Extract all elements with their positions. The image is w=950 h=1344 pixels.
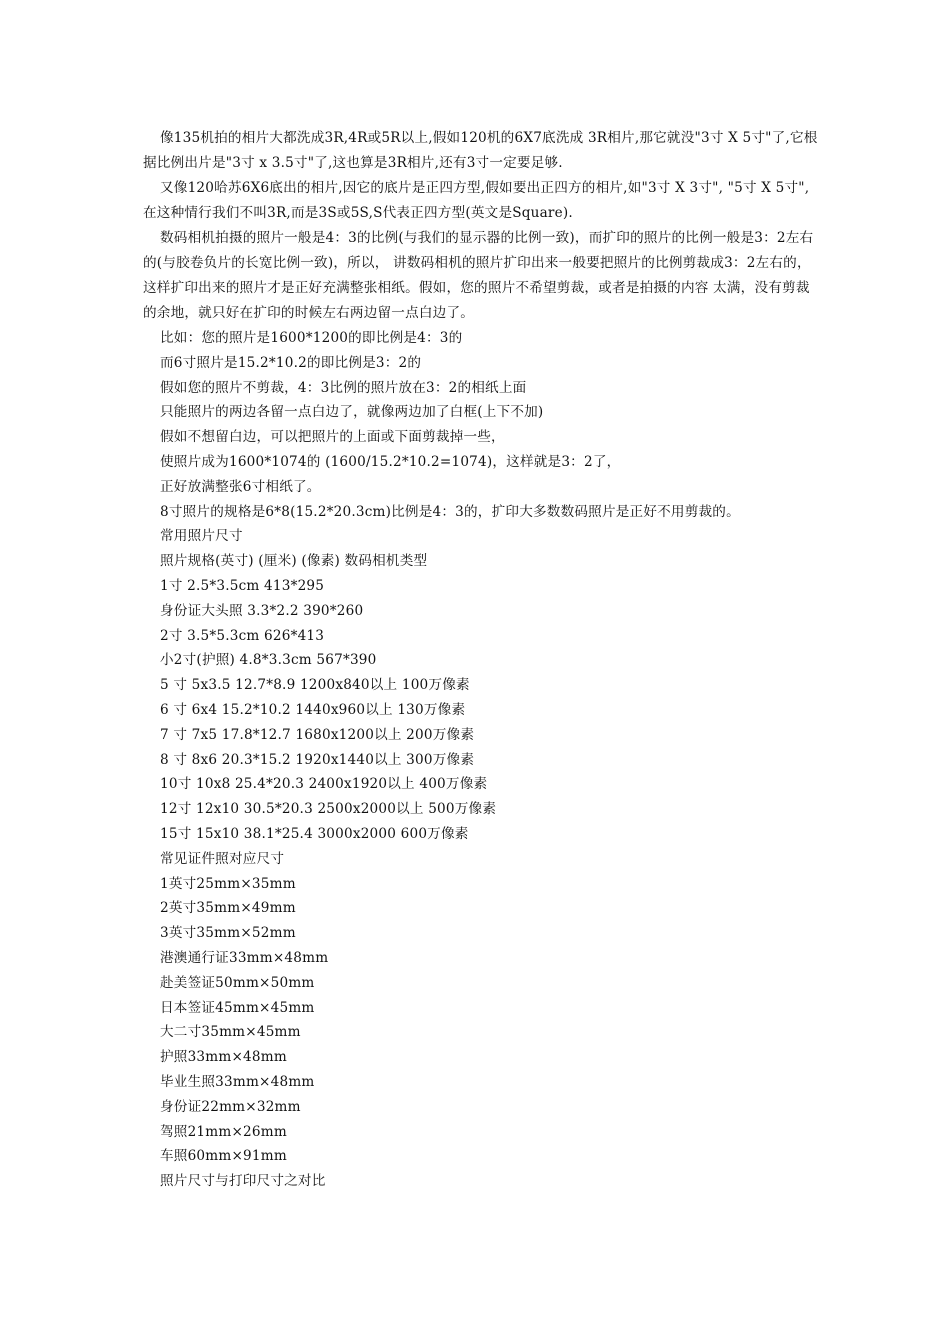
id-size-row: 2英寸35mm×49mm: [160, 900, 296, 917]
text-line: 使照片成为1600*1074的 (1600/15.2*10.2=1074)，这样就是3：2了，: [160, 453, 621, 470]
size-row: 8 寸 8x6 20.3*15.2 1920x1440以上 300万像素: [160, 751, 475, 768]
section-heading: 常见证件照对应尺寸: [160, 850, 285, 867]
id-size-row: 车照60mm×91mm: [160, 1148, 287, 1165]
size-row: 2寸 3.5*5.3cm 626*413: [160, 627, 325, 644]
size-row: 1寸 2.5*3.5cm 413*295: [160, 577, 325, 594]
id-size-row: 护照33mm×48mm: [160, 1049, 287, 1066]
size-row: 6 寸 6x4 15.2*10.2 1440x960以上 130万像素: [160, 701, 466, 718]
text-line: 正好放满整张6寸相纸了。: [160, 478, 321, 495]
paragraph-square-format: 又像120哈苏6X6底出的相片,因它的底片是正四方型,假如要出正四方的相片,如"3寸 X 3寸", "5寸 X 5寸",在这种情行我们不叫3R,而是3S或5S,S代表正四方型(英文是Square).: [143, 180, 810, 221]
section-heading: 常用照片尺寸: [160, 528, 243, 545]
size-row: 身份证大头照 3.3*2.2 390*260: [160, 602, 364, 619]
text-line: 比如：您的照片是1600*1200的即比例是4：3的: [160, 330, 463, 346]
size-row: 10寸 10x8 25.4*20.3 2400x1920以上 400万像素: [160, 776, 488, 793]
size-row: 小2寸(护照) 4.8*3.3cm 567*390: [160, 652, 377, 669]
table-header-line: 照片规格(英寸) (厘米) (像素) 数码相机类型: [160, 553, 428, 570]
size-row: 15寸 15x10 38.1*25.4 3000x2000 600万像素: [160, 825, 469, 842]
id-size-row: 身份证22mm×32mm: [160, 1098, 301, 1115]
paragraph-3r-explanation: 像135机拍的相片大都洗成3R,4R或5R以上,假如120机的6X7底洗成 3R相片,那它就没"3寸 X 5寸"了,它根据比例出片是"3寸 x 3.5寸"了,这也算是3R相片,还有3寸一定要足够.: [143, 130, 818, 171]
text-line: 假如不想留白边，可以把照片的上面或下面剪裁掉一些，: [160, 429, 505, 446]
id-size-row: 3英寸35mm×52mm: [160, 925, 296, 942]
text-lines: [143, 326, 823, 1194]
size-row: 5 寸 5x3.5 12.7*8.9 1200x840以上 100万像素: [160, 677, 470, 694]
document-body: [143, 126, 823, 1194]
id-size-row: 驾照21mm×26mm: [160, 1123, 287, 1140]
id-size-row: 日本签证45mm×45mm: [160, 999, 315, 1016]
size-row: 7 寸 7x5 17.8*12.7 1680x1200以上 200万像素: [160, 726, 475, 743]
id-size-row: 1英寸25mm×35mm: [160, 875, 296, 892]
section-heading: 照片尺寸与打印尺寸之对比: [160, 1173, 326, 1190]
paragraph-digital-ratio: 数码相机拍摄的照片一般是4：3的比例(与我们的显示器的比例一致)，而扩印的照片的比例一般是3：2左右的(与胶卷负片的长宽比例一致)，所以， 讲数码相机的照片扩印出来一般要把照片的比例剪裁成3：2左右的，这样扩印出来的照片才是正好充满整张相纸。假如，您的照片不希望剪裁，或者是拍摄的内容 太满，没有剪裁的余地，就只好在扩印的时候左右两边留一点白边了。: [143, 230, 814, 321]
id-size-row: 大二寸35mm×45mm: [160, 1024, 301, 1041]
id-size-row: 港澳通行证33mm×48mm: [160, 949, 329, 966]
text-line: 假如您的照片不剪裁，4：3比例的照片放在3：2的相纸上面: [160, 379, 527, 396]
size-row: 12寸 12x10 30.5*20.3 2500x2000以上 500万像素: [160, 801, 497, 818]
text-line: 而6寸照片是15.2*10.2的即比例是3：2的: [160, 354, 422, 371]
id-size-row: 毕业生照33mm×48mm: [160, 1073, 315, 1090]
text-line: 只能照片的两边各留一点白边了，就像两边加了白框(上下不加): [160, 404, 544, 421]
id-size-row: 赴美签证50mm×50mm: [160, 974, 315, 991]
text-line: 8寸照片的规格是6*8(15.2*20.3cm)比例是4：3的，扩印大多数数码照片是正好不用剪裁的。: [160, 503, 740, 520]
